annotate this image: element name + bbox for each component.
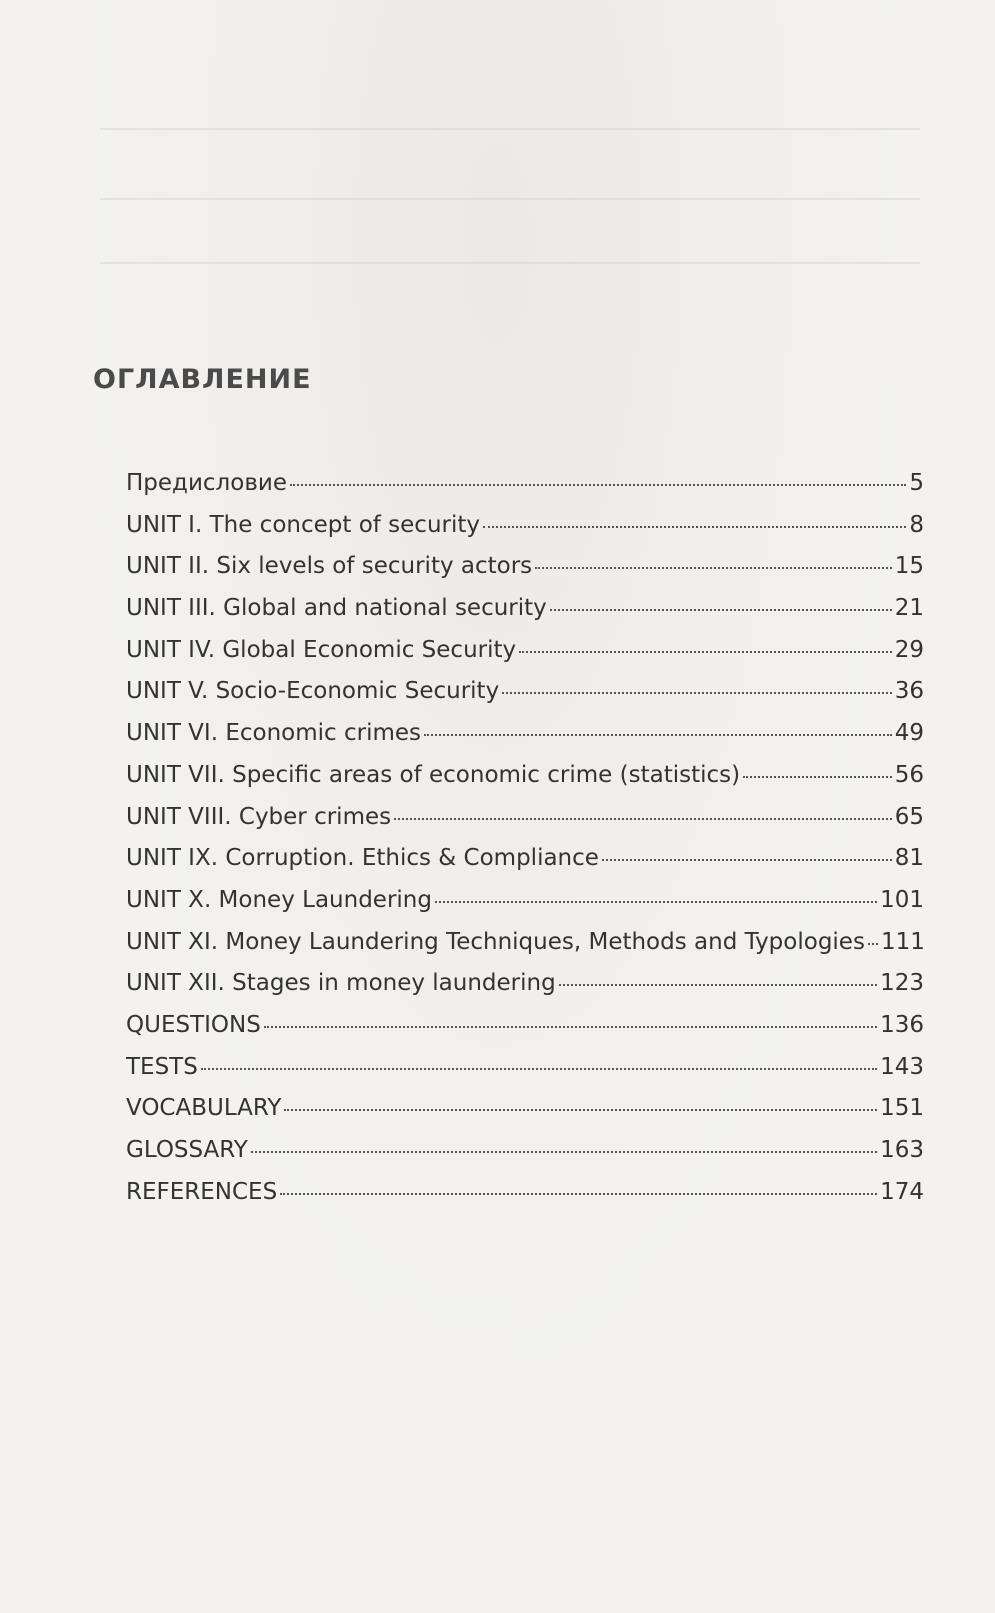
toc-entry[interactable]: [126, 512, 924, 554]
toc-entry[interactable]: [126, 1137, 924, 1179]
dot-leader: [483, 526, 906, 528]
toc-entry-page-number: 163: [880, 1137, 924, 1163]
toc-entry-label: UNIT IX. Corruption. Ethics & Compliance: [126, 845, 599, 872]
toc-entry[interactable]: [126, 887, 924, 929]
dot-leader: [394, 818, 892, 820]
toc-entry-page-number: 56: [894, 761, 924, 788]
toc-entry-page-number: 151: [880, 1095, 924, 1122]
dot-leader: [519, 651, 892, 653]
toc-entry[interactable]: [126, 929, 924, 971]
toc-entry[interactable]: [126, 678, 924, 720]
dot-leader: [868, 943, 878, 945]
toc-entry-label: UNIT III. Global and national security: [126, 595, 547, 622]
bleed-through-line: [100, 128, 920, 130]
toc-entry[interactable]: [126, 1012, 924, 1054]
toc-heading: ОГЛАВЛЕНИЕ: [93, 364, 312, 395]
toc-entry-label: REFERENCES: [126, 1178, 278, 1205]
toc-entry-label: UNIT XII. Stages in money laundering: [126, 970, 556, 997]
dot-leader: [535, 567, 892, 569]
toc-entry[interactable]: [126, 470, 924, 512]
toc-entry-label: UNIT IV. Global Economic Security: [126, 636, 517, 663]
toc-entry-page-number: 101: [880, 886, 924, 913]
toc-entry-page-number: 143: [880, 1053, 924, 1080]
toc-entry-label: UNIT VI. Economic crimes: [126, 720, 422, 747]
toc-entry-page-number: 111: [880, 928, 925, 955]
toc-entry[interactable]: [126, 762, 924, 804]
toc-entry-page-number: 123: [880, 970, 924, 997]
toc-entry-label: UNIT XI. Money Laundering Techniques, Methods and Typologies: [126, 928, 865, 955]
toc-entry[interactable]: [126, 804, 924, 846]
dot-leader: [251, 1151, 877, 1153]
dot-leader: [550, 609, 892, 611]
toc-entry-label: VOCABULARY: [126, 1095, 282, 1122]
dot-leader: [602, 859, 892, 861]
dot-leader: [201, 1068, 877, 1070]
toc-entry-label: UNIT II. Six levels of security actors: [126, 553, 533, 580]
toc-entry[interactable]: [126, 553, 924, 595]
dot-leader: [284, 1109, 877, 1111]
toc-entry[interactable]: [126, 845, 924, 887]
dot-leader: [290, 484, 906, 486]
toc-entry-page-number: 81: [894, 845, 924, 872]
toc-entry-page-number: 21: [894, 595, 924, 622]
toc-entry-label: UNIT VII. Specific areas of economic crime (statistics): [126, 761, 741, 788]
dot-leader: [264, 1026, 877, 1028]
toc-entry-page-number: 136: [880, 1011, 924, 1038]
toc-entry[interactable]: [126, 637, 924, 679]
toc-entry[interactable]: [126, 1179, 924, 1221]
toc-list: [126, 470, 924, 1220]
toc-entry-page-number: 5: [909, 470, 924, 496]
toc-entry-label: TESTS: [126, 1053, 198, 1080]
bleed-through-line: [100, 198, 920, 200]
dot-leader: [559, 984, 877, 986]
toc-entry-page-number: 174: [880, 1178, 924, 1205]
toc-entry-page-number: 8: [909, 511, 924, 538]
toc-entry-page-number: 29: [894, 636, 924, 663]
dot-leader: [502, 692, 892, 694]
toc-entry-page-number: 36: [894, 678, 924, 705]
toc-entry-page-number: 15: [894, 553, 924, 580]
toc-entry-page-number: 65: [894, 803, 924, 830]
toc-entry[interactable]: [126, 595, 924, 637]
dot-leader: [424, 734, 892, 736]
bleed-through-line: [100, 262, 920, 264]
toc-entry-label: UNIT V. Socio-Economic Security: [126, 678, 500, 705]
dot-leader: [743, 776, 892, 778]
dot-leader: [280, 1193, 877, 1195]
toc-entry-label: UNIT X. Money Laundering: [126, 886, 432, 913]
toc-entry[interactable]: [126, 1095, 924, 1137]
toc-entry[interactable]: [126, 970, 924, 1012]
toc-entry-label: GLOSSARY: [126, 1137, 248, 1163]
toc-entry-label: UNIT VIII. Cyber crimes: [126, 803, 392, 830]
toc-entry-label: QUESTIONS: [126, 1011, 261, 1038]
toc-entry-page-number: 49: [894, 720, 924, 747]
toc-entry[interactable]: [126, 720, 924, 762]
dot-leader: [435, 901, 877, 903]
toc-entry-label: Предисловие: [126, 470, 287, 496]
toc-entry[interactable]: [126, 1054, 924, 1096]
toc-entry-label: UNIT I. The concept of security: [126, 511, 481, 538]
